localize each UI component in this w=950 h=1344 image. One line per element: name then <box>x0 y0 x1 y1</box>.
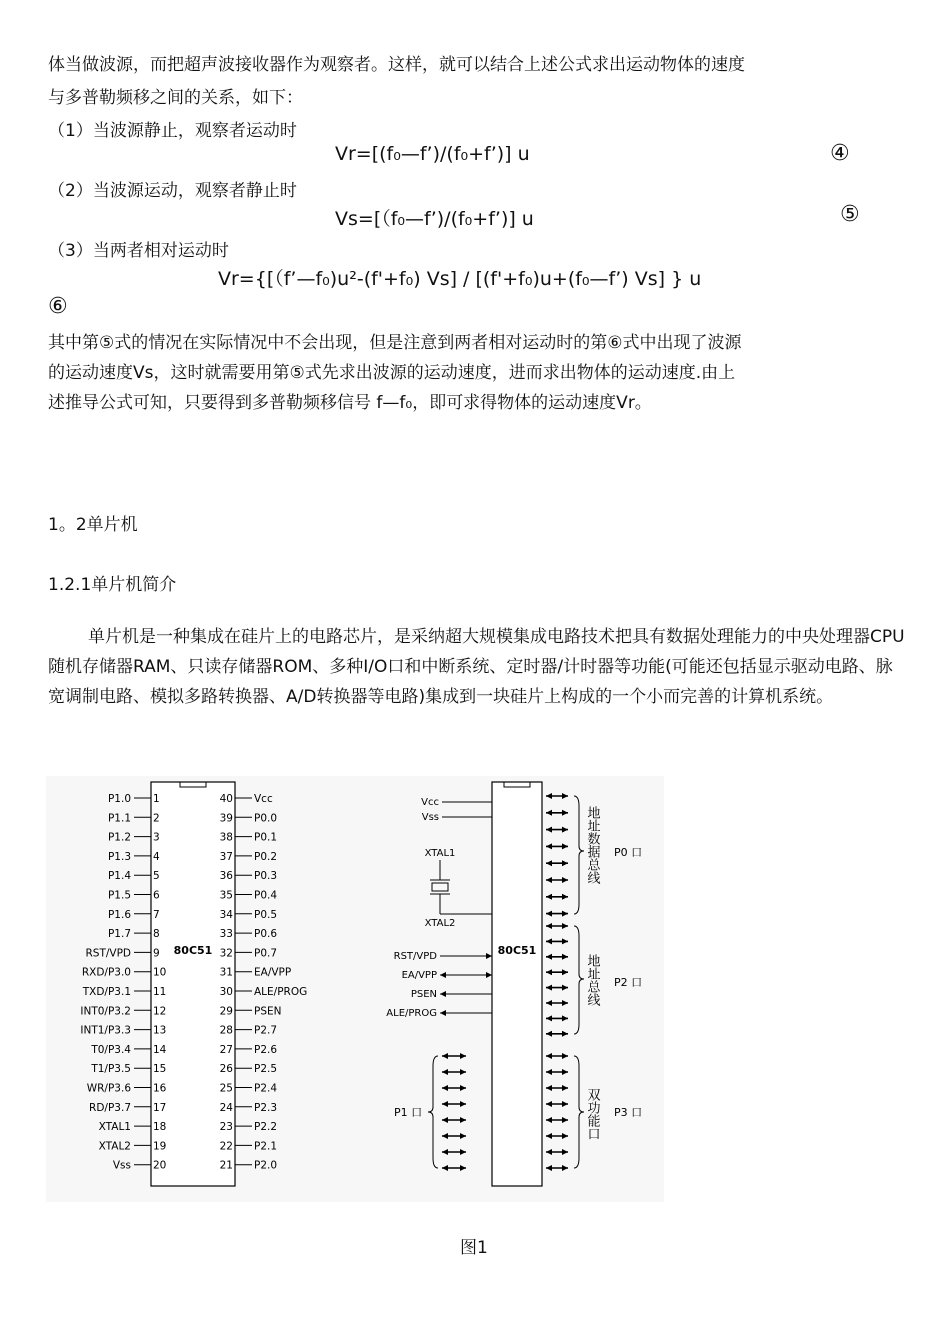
p3-arrow-head-left <box>546 1133 552 1139</box>
p3-arrow-head-left <box>546 1069 552 1075</box>
right-pin-label: P0.7 <box>254 947 278 960</box>
p0-bus-label: 地址数据总线 <box>584 806 600 884</box>
p3-arrow-head-right <box>562 1165 568 1171</box>
p1-arrow-head-right <box>460 1165 466 1171</box>
left-pin-label: RD/P3.7 <box>89 1101 131 1114</box>
p1-arrow-head-left <box>442 1149 448 1155</box>
p2-arrow-head-right <box>562 954 568 960</box>
case1-label: （1）当波源静止，观察者运动时 <box>48 121 297 141</box>
right-pin-number: 37 <box>219 850 233 863</box>
p2-arrow-head-right <box>562 1015 568 1021</box>
p1-arrow-head-left <box>442 1101 448 1107</box>
left-pin-label: P1.5 <box>107 889 131 902</box>
equation-number-5: ⑤ <box>840 202 860 227</box>
right-pin-number: 24 <box>219 1101 233 1114</box>
p0-arrow-head-right <box>562 843 568 849</box>
right-pin-number: 35 <box>219 889 233 902</box>
right-pin-number: 28 <box>219 1024 233 1037</box>
right-pin-number: 38 <box>219 831 233 844</box>
intro-line-1: 体当做波源，而把超声波接收器作为观察者。这样，就可以结合上述公式求出运动物体的速度 <box>48 55 745 75</box>
chip-2-label: 80C51 <box>497 944 537 957</box>
right-pin-label: P2.2 <box>254 1121 278 1134</box>
left-pin-label: INT1/P3.3 <box>80 1024 131 1037</box>
p2-arrow-head-right <box>562 985 568 991</box>
right-pin-number: 27 <box>219 1043 233 1056</box>
para1-line-1: 其中第⑤式的情况在实际情况中不会出现，但是注意到两者相对运动时的第⑥式中出现了波源 <box>48 333 742 353</box>
crystal-icon <box>432 883 448 891</box>
left-pin-number: 19 <box>153 1140 167 1153</box>
p1-arrow-head-left <box>442 1133 448 1139</box>
p2-arrow-head-left <box>546 954 552 960</box>
right-pin-number: 39 <box>219 812 233 825</box>
p1-port-label: P1 口 <box>394 1106 423 1119</box>
right-pin-number: 26 <box>219 1063 233 1076</box>
p3-arrow-head-right <box>562 1101 568 1107</box>
right-pin-label: P0.6 <box>254 928 278 941</box>
p0-arrow-head-right <box>562 877 568 883</box>
p3-bus-label: 双功能口 <box>584 1088 600 1140</box>
right-pin-number: 29 <box>219 1005 233 1018</box>
equation-number-4: ④ <box>830 141 850 166</box>
right-pin-number: 40 <box>219 793 233 805</box>
left-pin-label: RST/VPD <box>85 947 131 960</box>
right-pin-label: P2.0 <box>254 1159 278 1172</box>
p3-arrow-head-right <box>562 1053 568 1059</box>
right-pin-label: P2.6 <box>254 1043 278 1056</box>
left-pin-number: 14 <box>153 1043 167 1056</box>
right-pin-label: P2.4 <box>254 1082 278 1095</box>
right-pin-label: EA/VPP <box>254 966 292 979</box>
right-pin-number: 21 <box>219 1159 233 1172</box>
left-pin-number: 5 <box>153 870 160 883</box>
p1-arrow-head-left <box>442 1117 448 1123</box>
left-pin-number: 20 <box>153 1159 167 1172</box>
p2-arrow-head-right <box>562 1000 568 1006</box>
left-pin-number: 12 <box>153 1005 167 1018</box>
right-pin-number: 33 <box>219 928 233 941</box>
p0-arrow-head-right <box>562 793 568 799</box>
p1-arrow-head-right <box>460 1133 466 1139</box>
p0-arrow-head-left <box>546 911 552 917</box>
figure-80c51-pinout <box>46 776 664 1202</box>
section-heading: 1。2单片机 <box>48 515 138 535</box>
left-pin-number: 15 <box>153 1063 167 1076</box>
para1-line-3: 述推导公式可知，只要得到多普勒频移信号 f—f₀，即可求得物体的运动速度Vr。 <box>48 393 652 413</box>
right-pin-number: 23 <box>219 1121 233 1134</box>
left-pin-label: XTAL1 <box>98 1121 131 1134</box>
p1-arrow-head-right <box>460 1149 466 1155</box>
p1-arrow-head-right <box>460 1101 466 1107</box>
p3-arrow-head-left <box>546 1101 552 1107</box>
chip2-vss-label: Vss <box>421 812 439 823</box>
left-pin-number: 17 <box>153 1101 167 1114</box>
p3-arrow-head-left <box>546 1149 552 1155</box>
p2-arrow-head-left <box>546 1015 552 1021</box>
p1-bracket <box>428 1056 438 1168</box>
left-pin-label: RXD/P3.0 <box>81 966 131 979</box>
chip2-xtal2-label: XTAL2 <box>424 918 456 929</box>
p0-arrow-head-right <box>562 810 568 816</box>
p2-bracket <box>574 926 584 1034</box>
p0-arrow-head-right <box>562 894 568 900</box>
left-pin-number: 16 <box>153 1082 167 1095</box>
p3-arrow-head-right <box>562 1133 568 1139</box>
para1-line-2: 的运动速度Vs，这时就需要用第⑤式先求出波源的运动速度，进而求出物体的运动速度.由上 <box>48 363 736 383</box>
paragraph-intro-mcu: 单片机是一种集成在硅片上的电路芯片，是采纳超大规模集成电路技术把具有数据处理能力的中央处理器CPU随机存储器RAM、只读存储器ROM、多种I/O口和中断系统、定时器/计时器等功能(可能还包括显示驱动电路、脉宽调制电路、模拟多路转换器、A/D转换器等电路)集成到一块硅片上构成的一个小而完善的计算机系统。 <box>48 627 905 707</box>
p2-arrow-head-left <box>546 923 552 929</box>
figure-caption: 图1 <box>460 1238 488 1258</box>
p2-arrow-head-left <box>546 985 552 991</box>
p0-arrow-head-left <box>546 877 552 883</box>
left-pin-label: T0/P3.4 <box>91 1043 131 1056</box>
left-pin-number: 2 <box>153 812 160 825</box>
chip2-rst-label: RST/VPD <box>393 951 437 962</box>
left-pin-number: 18 <box>153 1121 167 1134</box>
right-pin-label: Vcc <box>254 793 273 805</box>
p3-arrow-head-right <box>562 1069 568 1075</box>
p1-arrow-head-right <box>460 1069 466 1075</box>
left-pin-number: 7 <box>153 908 160 921</box>
left-pin-label: P1.3 <box>107 850 131 863</box>
left-pin-label: P1.2 <box>107 831 131 844</box>
p0-arrow-head-left <box>546 843 552 849</box>
p0-arrow-head-right <box>562 911 568 917</box>
right-pin-label: ALE/PROG <box>254 986 308 998</box>
p3-port-label: P3 口 <box>614 1106 643 1119</box>
pinout-diagram <box>46 776 664 1202</box>
p0-bracket <box>574 796 584 914</box>
p3-arrow-head-left <box>546 1085 552 1091</box>
left-pin-label: WR/P3.6 <box>86 1082 131 1095</box>
p3-arrow-head-left <box>546 1165 552 1171</box>
left-pin-number: 10 <box>153 966 167 979</box>
right-pin-label: PSEN <box>254 1005 282 1018</box>
p2-arrow-head-left <box>546 1031 552 1037</box>
left-pin-number: 3 <box>153 831 160 844</box>
right-pin-label: P2.5 <box>254 1063 278 1076</box>
p0-arrow-head-right <box>562 827 568 833</box>
left-pin-number: 1 <box>153 793 160 805</box>
p1-arrow-head-left <box>442 1165 448 1171</box>
left-pin-number: 6 <box>153 889 160 902</box>
right-pin-number: 34 <box>219 908 233 921</box>
p2-arrow-head-left <box>546 969 552 975</box>
formula-3: Vr={[（f’—f₀)u²-(f'+f₀) Vs] / [(f'+f₀)u+(f₀—f’) Vs] } u <box>218 268 702 290</box>
chip-2-body <box>492 782 542 1186</box>
right-pin-label: P2.3 <box>254 1101 278 1114</box>
right-pin-label: P0.4 <box>254 889 278 902</box>
left-pin-label: P1.0 <box>107 793 131 805</box>
left-pin-label: P1.1 <box>107 812 131 825</box>
chip2-vcc-label: Vcc <box>421 797 439 808</box>
left-pin-label: TXD/P3.1 <box>82 986 131 998</box>
left-pin-number: 11 <box>153 986 167 998</box>
right-pin-number: 32 <box>219 947 233 960</box>
p1-arrow-head-left <box>442 1069 448 1075</box>
left-pin-label: XTAL2 <box>98 1140 131 1153</box>
p2-arrow-head-right <box>562 969 568 975</box>
p0-arrow-head-left <box>546 860 552 866</box>
case2-label: （2）当波源运动，观察者静止时 <box>48 181 297 201</box>
p0-arrow-head-left <box>546 793 552 799</box>
left-pin-label: Vss <box>112 1159 131 1172</box>
p0-arrow-head-right <box>562 860 568 866</box>
left-pin-number: 8 <box>153 928 160 941</box>
p3-arrow-head-right <box>562 1117 568 1123</box>
right-pin-label: P2.1 <box>254 1140 278 1153</box>
left-pin-label: P1.4 <box>107 870 131 883</box>
chip2-psen-label: PSEN <box>410 989 437 1000</box>
right-pin-label: P2.7 <box>254 1024 278 1037</box>
left-pin-label: T1/P3.5 <box>91 1063 131 1076</box>
p1-arrow-head-right <box>460 1053 466 1059</box>
p0-arrow-head-left <box>546 827 552 833</box>
p1-arrow-head-right <box>460 1085 466 1091</box>
p2-arrow-head-right <box>562 1031 568 1037</box>
p1-arrow-head-right <box>460 1117 466 1123</box>
p0-arrow-head-left <box>546 810 552 816</box>
left-pin-label: P1.6 <box>107 908 131 921</box>
left-pin-label: INT0/P3.2 <box>80 1005 131 1018</box>
p1-arrow-head-left <box>442 1053 448 1059</box>
intro-line-2: 与多普勒频移之间的关系，如下： <box>48 88 303 108</box>
right-pin-number: 36 <box>219 870 233 883</box>
p3-arrow-head-left <box>546 1053 552 1059</box>
right-pin-label: P0.1 <box>254 831 278 844</box>
chip2-xtal1-label: XTAL1 <box>424 848 456 859</box>
p2-arrow-head-right <box>562 923 568 929</box>
right-pin-label: P0.2 <box>254 850 278 863</box>
p3-arrow-head-right <box>562 1085 568 1091</box>
chip2-ale-label: ALE/PROG <box>386 1008 437 1019</box>
left-pin-label: P1.7 <box>107 928 131 941</box>
right-pin-number: 22 <box>219 1140 233 1153</box>
p2-arrow-head-right <box>562 938 568 944</box>
right-pin-label: P0.5 <box>254 908 278 921</box>
left-pin-number: 13 <box>153 1024 167 1037</box>
subsection-heading: 1.2.1单片机简介 <box>48 575 177 595</box>
formula-1: Vr=[(f₀—f’)/(f₀+f’)] u <box>335 143 530 165</box>
chip2-ea-label: EA/VPP <box>401 970 437 981</box>
chip-1-label: 80C51 <box>173 944 213 957</box>
p2-arrow-head-left <box>546 1000 552 1006</box>
p3-bracket <box>574 1056 584 1168</box>
left-pin-number: 9 <box>153 947 160 960</box>
case3-label: （3）当两者相对运动时 <box>48 241 229 261</box>
p1-arrow-head-left <box>442 1085 448 1091</box>
p2-arrow-head-left <box>546 938 552 944</box>
p2-port-label: P2 口 <box>614 976 643 989</box>
p3-arrow-head-right <box>562 1149 568 1155</box>
formula-2: Vs=[（f₀—f’)/(f₀+f’)] u <box>335 208 534 230</box>
right-pin-label: P0.3 <box>254 870 278 883</box>
right-pin-number: 30 <box>219 986 233 998</box>
equation-number-6: ⑥ <box>48 294 68 319</box>
right-pin-label: P0.0 <box>254 812 278 825</box>
right-pin-number: 31 <box>219 966 233 979</box>
p0-port-label: P0 口 <box>614 846 643 859</box>
left-pin-number: 4 <box>153 850 160 863</box>
p2-bus-label: 地址总线 <box>584 954 600 1006</box>
p0-arrow-head-left <box>546 894 552 900</box>
right-pin-number: 25 <box>219 1082 233 1095</box>
p3-arrow-head-left <box>546 1117 552 1123</box>
